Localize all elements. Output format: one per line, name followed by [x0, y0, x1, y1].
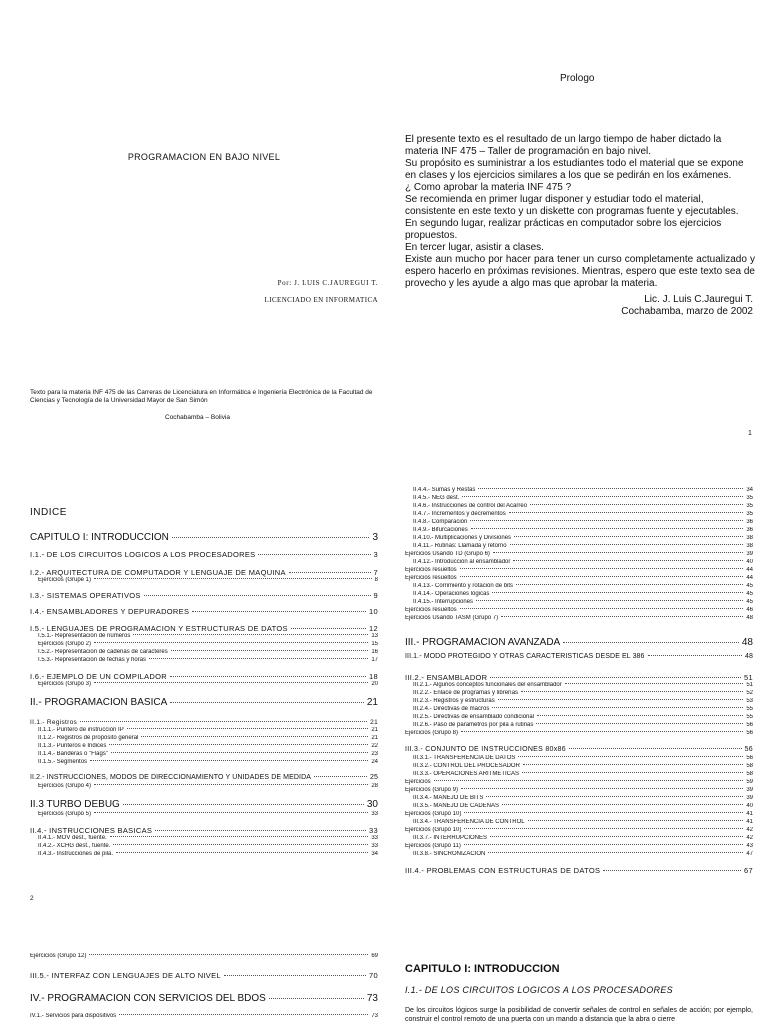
toc-entry[interactable]: II.4.9.- Bifurcaciones 36: [413, 527, 753, 533]
toc-entry[interactable]: II.4.4.- Sumas y Restas 34: [413, 487, 753, 493]
toc-entry[interactable]: III.3.5.- MANEJO DE CADENAS 40: [413, 803, 753, 809]
toc-right: [405, 487, 753, 875]
toc-entry[interactable]: II.1.1.- Puntero de instrucción IP 21: [38, 727, 378, 733]
toc-entry[interactable]: Ejercicios (Grupo 9) 39: [405, 787, 753, 793]
toc-entry[interactable]: II.4.13.- Corrimiento y rotación de bits 45: [413, 583, 753, 589]
toc-entry[interactable]: Ejercicios (Grupo 10) 41: [405, 811, 753, 817]
toc-entry[interactable]: Ejercicios (Grupo 8) 56: [405, 730, 753, 736]
prologue-paragraph: El presente texto es el resultado de un largo tiempo de haber dictado la materia INF 475 – Taller de programación en bajo nivel.: [405, 134, 722, 157]
cover-author: Por: J. LUIS C.JAUREGUI T.: [277, 279, 378, 287]
toc-entry[interactable]: Ejercicios (Grupo 12) 69: [30, 953, 378, 959]
toc-entry[interactable]: I.2.- ARQUITECTURA DE COMPUTADOR Y LENGUAJE DE MAQUINA 7: [30, 568, 378, 577]
index-heading: INDICE: [30, 507, 67, 518]
toc-entry[interactable]: I.4.- ENSAMBLADORES Y DEPURADORES 10: [30, 607, 378, 616]
toc-entry[interactable]: III.2.2.- Enlace de programas y librerías 52: [413, 690, 753, 696]
prologue-paragraph: Existe aun mucho por hacer para tener un curso completamente actualizado y espero hacerlo en próximas revisiones. Mientras, espero que este texto sea de provecho y les ayude a algo mas que aprobar la materia.: [405, 254, 755, 289]
toc-entry[interactable]: II.4.- INSTRUCCIONES BASICAS 33: [30, 826, 378, 835]
toc-entry[interactable]: I.1.- DE LOS CIRCUITOS LOGICOS A LOS PROCESADORES 3: [30, 550, 378, 559]
toc-entry[interactable]: II.4.11.- Rutinas: Llamada y retorno 38: [413, 543, 753, 549]
prologue-paragraph: En segundo lugar, realizar prácticas en computador sobre los ejercicios propuestos.: [405, 218, 722, 241]
toc-entry[interactable]: III.5.- INTERFAZ CON LENGUAJES DE ALTO NIVEL 70: [30, 971, 378, 980]
prologue-paragraph: Se recomienda en primer lugar disponer y estudiar todo el material, consistente en este texto y un diskette con programas fuente y ejecutables.: [405, 194, 739, 217]
toc-entry[interactable]: I.6.- EJEMPLO DE UN COMPILADOR 18: [30, 672, 378, 681]
toc-entry[interactable]: I.5.3.- Representación de fechas y horas 17: [38, 657, 378, 663]
prologue-paragraph: En tercer lugar, asistir a clases.: [405, 242, 544, 253]
toc-entry[interactable]: III.3.8.- SINCRONIZACION 47: [413, 851, 753, 857]
cover-description: Texto para la materia INF 475 de las Carreras de Licenciatura en Informática e Ingeniería Electrónica de la Facultad de Ciencias y Tecnología de la Universidad Mayor de San Simón: [30, 389, 373, 404]
toc-entry[interactable]: III.3.1.- TRANSFERENCIA DE DATOS 56: [413, 755, 753, 761]
toc-entry[interactable]: Ejercicios resueltos 44: [405, 575, 753, 581]
toc-entry[interactable]: II.4.7.- Incrementos y decrementos 35: [413, 511, 753, 517]
toc-entry[interactable]: II.4.12.- Introducción al ensamblador 40: [413, 559, 753, 565]
toc-entry[interactable]: I.5.- LENGUAJES DE PROGRAMACION Y ESTRUCTURAS DE DATOS 12: [30, 624, 378, 633]
toc-entry[interactable]: II.4.6.- Instrucciones de control del Acarreo 35: [413, 503, 753, 509]
toc-entry[interactable]: I.3.- SISTEMAS OPERATIVOS 9: [30, 591, 378, 600]
toc-entry[interactable]: III.2.5.- Directivas de ensamblado condicional 55: [413, 714, 753, 720]
toc-entry[interactable]: Ejercicios resueltos 46: [405, 607, 753, 613]
toc-entry[interactable]: IV.1.- Servicios para dispositivos 73: [30, 1013, 378, 1019]
toc-entry[interactable]: III.2.- ENSAMBLADOR 51: [405, 673, 753, 682]
toc-entry[interactable]: II.4.3.- Instrucciones de pila. 34: [38, 851, 378, 857]
toc-entry[interactable]: III.3.4.- MANEJO DE BITS 39: [413, 795, 753, 801]
prologue-paragraph: Su propósito es suministrar a los estudiantes todo el material que se expone en clases y los ejercicios similares a los que se pedirán en los exámenes.: [405, 158, 744, 181]
toc-entry[interactable]: Ejercicios (Grupo 11) 43: [405, 843, 753, 849]
toc-entry[interactable]: Ejercicios (Grupo 5) 33: [38, 811, 378, 817]
toc-entry[interactable]: II.1.5.- Segmentos 24: [38, 759, 378, 765]
chapter-subheading: I.1.- DE LOS CIRCUITOS LOGICOS A LOS PROCESADORES: [405, 985, 673, 995]
toc-entry[interactable]: III.3.2.- CONTROL DEL PROCESADOR 58: [413, 763, 753, 769]
toc-entry[interactable]: II.2.- INSTRUCCIONES, MODOS DE DIRECCIONAMIENTO Y UNIDADES DE MEDIDA 25: [30, 774, 378, 781]
prologue-sign-date: Cochabamba, marzo de 2002: [621, 306, 753, 317]
prologue-signature: Lic. J. Luis C.Jauregui T.: [644, 294, 753, 305]
toc-entry[interactable]: IV.- PROGRAMACION CON SERVICIOS DEL BDOS 73: [30, 993, 378, 1004]
toc-entry[interactable]: III.2.6.- Paso de parametros por pila a rutinas 56: [413, 722, 753, 728]
toc-entry[interactable]: III.4.- PROBLEMAS CON ESTRUCTURAS DE DATOS 67: [405, 866, 753, 875]
page-number: 2: [30, 895, 34, 902]
toc-entry[interactable]: II.4.5.- NEG dest. 35: [413, 495, 753, 501]
toc-entry[interactable]: III.3.- CONJUNTO DE INSTRUCCIONES 80x86 56: [405, 746, 753, 753]
toc-entry[interactable]: III.3.4.- TRANSFERENCIA DE CONTROL 41: [413, 819, 753, 825]
prologue-body: [405, 134, 755, 290]
toc-entry[interactable]: III.- PROGRAMACION AVANZADA 48: [405, 637, 753, 648]
toc-entry[interactable]: II.1.- Registros 21: [30, 719, 378, 726]
toc-entry[interactable]: I.5.1.- Representación de números 13: [38, 633, 378, 639]
toc-entry[interactable]: II.1.4.- Banderas o "Flags" 23: [38, 751, 378, 757]
toc-entry[interactable]: II.4.10.- Multiplicaciones y Divisiones 38: [413, 535, 753, 541]
toc-entry[interactable]: II.1.2.- Registros de propósito general 21: [38, 735, 378, 741]
prologue-heading: Prologo: [560, 73, 595, 84]
toc-entry[interactable]: II.4.1.- MOV dest., fuente. 33: [38, 835, 378, 841]
cover-place: Cochabamba – Bolivia: [165, 414, 231, 421]
toc-entry[interactable]: II.3 TURBO DEBUG 30: [30, 799, 378, 810]
chapter-body-text: De los circuitos lógicos surge la posibilidad de convertir señales de control en señales de acción; por ejemplo, construir el control remoto de una puerta con un mando a distancia que la abra o cierre: [405, 1007, 753, 1023]
prologue-question: ¿ Como aprobar la materia INF 475 ?: [405, 182, 572, 193]
toc-entry[interactable]: II.4.14.- Operaciones lógicas 45: [413, 591, 753, 597]
toc-entry[interactable]: II.- PROGRAMACION BASICA 21: [30, 697, 378, 708]
toc-entry[interactable]: III.2.3.- Registros y estructuras 53: [413, 698, 753, 704]
toc-entry[interactable]: I.5.2.- Representación de cadenas de caracteres 16: [38, 649, 378, 655]
toc-entry[interactable]: Ejercicios (Grupo 10) 42: [405, 827, 753, 833]
toc-entry[interactable]: II.1.3.- Punteros e Indices 22: [38, 743, 378, 749]
toc-entry[interactable]: Ejercicios resueltos 44: [405, 567, 753, 573]
page-number: 1: [748, 430, 752, 437]
toc-entry[interactable]: Ejercicios Usando TD (Grupo 6) 39: [405, 551, 753, 557]
toc-entry[interactable]: II.4.8.- Comparación 36: [413, 519, 753, 525]
toc-bottom: [30, 953, 378, 1021]
toc-entry[interactable]: III.3.7.- INTERRUPCIONES 42: [413, 835, 753, 841]
toc-entry[interactable]: III.3.3.- OPERACIONES ARITMETICAS 58: [413, 771, 753, 777]
toc-entry[interactable]: Ejercicios (Grupo 3) 20: [38, 681, 378, 687]
toc-entry[interactable]: Ejercicios (Grupo 4) 28: [38, 783, 378, 789]
cover-title: PROGRAMACION EN BAJO NIVEL: [127, 152, 281, 162]
chapter-heading: CAPITULO I: INTRODUCCION: [405, 963, 560, 975]
toc-entry[interactable]: II.4.15.- Interrupciones 45: [413, 599, 753, 605]
toc-entry[interactable]: Ejercicios (Grupe 1) 8: [38, 577, 378, 583]
toc-entry[interactable]: III.1.- MODO PROTEGIDO Y OTRAS CARACTERISTICAS DESDE EL 386 48: [405, 653, 753, 660]
cover-degree: LICENCIADO EN INFORMATICA: [264, 296, 378, 304]
toc-entry[interactable]: III.2.1.- Algunos conceptos funcionales del ensamblador 51: [413, 682, 753, 688]
toc-left: [30, 532, 378, 859]
toc-entry[interactable]: Ejercicios (Grupo 2) 15: [38, 641, 378, 647]
toc-entry[interactable]: III.2.4.- Directivas de macros 55: [413, 706, 753, 712]
toc-entry[interactable]: Ejercicios Usando TASM (Grupo 7) 48: [405, 615, 753, 621]
toc-entry[interactable]: II.4.2.- XCHG dest., fuente. 33: [38, 843, 378, 849]
toc-entry[interactable]: CAPITULO I: INTRODUCCION 3: [30, 532, 378, 543]
toc-entry[interactable]: Ejercicios 59: [405, 779, 753, 785]
